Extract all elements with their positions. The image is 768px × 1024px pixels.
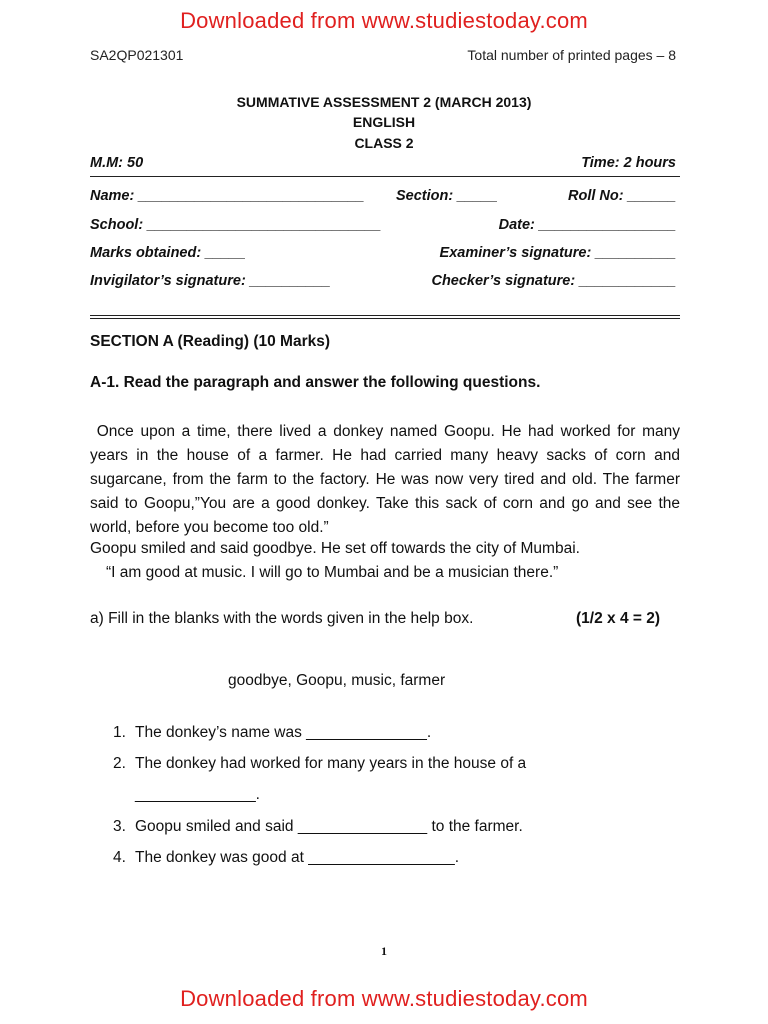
reading-passage-line: Goopu smiled and said goodbye. He set off towards the city of Mumbai. [90,540,580,557]
list-item [113,786,260,804]
list-item [113,755,526,773]
marks-allotted: (1/2 x 4 = 2) [576,610,661,627]
time-allowed: Time: 2 hours [581,155,676,171]
item-number: 3. [113,818,126,835]
list-item [113,818,523,836]
exam-title: SUMMATIVE ASSESSMENT 2 (MARCH 2013) [236,94,532,110]
page-number: 1 [381,944,387,958]
school-field[interactable]: School: _____________________________ [90,217,382,233]
marks-obtained-field[interactable]: Marks obtained: _____ [90,245,246,261]
list-item [113,724,431,742]
paper-code: SA2QP021301 [90,47,184,63]
item-number: 1. [113,724,126,741]
item-number: 2. [113,755,126,772]
divider [90,176,680,177]
fill-blanks-instruction: a) Fill in the blanks with the words given in the help box. [90,610,474,627]
max-marks: M.M: 50 [90,155,144,171]
reading-passage-line: “I am good at music. I will go to Mumbai and be a musician there.” [106,564,559,581]
checker-signature-field[interactable]: Checker’s signature: ____________ [431,273,676,289]
examiner-signature-field[interactable]: Examiner’s signature: __________ [439,245,676,261]
watermark-bottom[interactable]: Downloaded from www.studiestoday.com [180,986,588,1011]
divider [90,315,680,316]
divider [90,318,680,319]
list-item [113,849,459,867]
name-field[interactable]: Name: ____________________________ [90,188,365,204]
subject-title: ENGLISH [352,114,416,130]
watermark-top[interactable]: Downloaded from www.studiestoday.com [180,8,588,33]
item-text: The donkey’s name was ______________. [135,724,432,741]
printed-pages: Total number of printed pages – 8 [467,47,676,63]
invigilator-signature-field[interactable]: Invigilator’s signature: __________ [90,273,331,289]
item-text: The donkey had worked for many years in the house of a [135,755,527,772]
item-text: ______________. [135,786,260,803]
item-number: 4. [113,849,126,866]
help-box: goodbye, Goopu, music, farmer [228,672,446,689]
item-text: Goopu smiled and said _______________ to the farmer. [135,818,523,835]
reading-passage: Once upon a time, there lived a donkey named Goopu. He had worked for many years in the house of a farmer. He had carried many heavy sacks of corn and sugarcane, from the farm to the factory. He was now very tired and old. The farmer said to Goopu,”You are a good donkey. Take this sack of corn and go and see the world, before you become too old.” [90,423,680,536]
class-title: CLASS 2 [354,135,414,151]
section-heading: SECTION A (Reading) (10 Marks) [90,333,331,350]
roll-no-field[interactable]: Roll No: ______ [568,188,676,204]
section-field[interactable]: Section: _____ [396,188,498,204]
item-text: The donkey was good at _________________. [135,849,460,866]
question-heading: A-1. Read the paragraph and answer the following questions. [90,374,541,391]
date-field[interactable]: Date: _________________ [498,217,676,233]
